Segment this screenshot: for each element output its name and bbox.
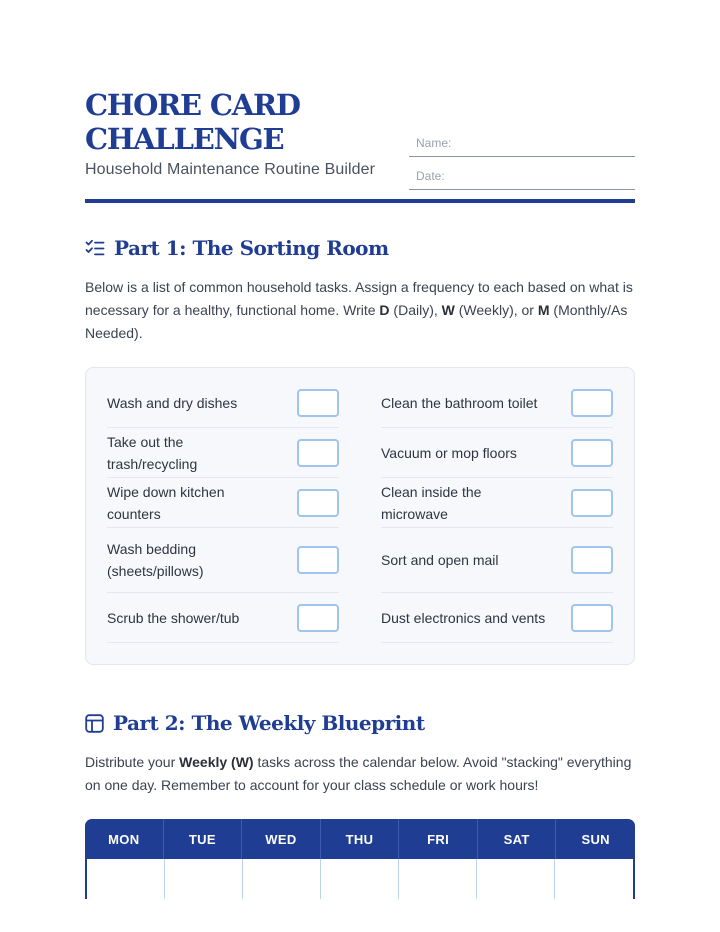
day-cell[interactable] (399, 859, 477, 899)
day-header: THU (321, 819, 400, 859)
chore-row (381, 528, 613, 593)
day-cell[interactable] (321, 859, 399, 899)
chore-row (381, 478, 613, 528)
frequency-input[interactable] (297, 439, 339, 467)
chore-row (107, 478, 339, 528)
code-weekly: W (441, 302, 455, 318)
chore-label: Dust electronics and vents (381, 609, 546, 626)
instr-text: tasks across the calendar below. Avoid "stacking" everything on one day. Remember to account for your class schedule or work hours! (85, 754, 632, 793)
instr-text: Distribute your (85, 754, 180, 770)
instr-text: (Daily), (389, 302, 442, 318)
header-divider (85, 199, 635, 203)
name-label: Name: (416, 136, 452, 150)
chore-row (107, 593, 339, 643)
header (85, 88, 635, 203)
frequency-input[interactable] (571, 604, 613, 632)
chore-row (107, 378, 339, 428)
date-field[interactable] (409, 157, 635, 190)
name-field[interactable] (409, 124, 635, 157)
day-cell[interactable] (555, 859, 633, 899)
chore-label: Take out the trash/recycling (107, 433, 198, 472)
day-cell[interactable] (243, 859, 321, 899)
day-header: TUE (164, 819, 243, 859)
part2-heading (85, 711, 635, 735)
day-header: WED (242, 819, 321, 859)
chore-row (107, 528, 339, 593)
frequency-input[interactable] (571, 389, 613, 417)
layout-icon (85, 714, 104, 733)
day-header: SAT (478, 819, 557, 859)
title-line-1: CHORE CARD (85, 88, 300, 122)
weekly-calendar (85, 819, 635, 899)
chore-row (381, 378, 613, 428)
part1-heading (85, 236, 635, 260)
page-subtitle: Household Maintenance Routine Builder (85, 161, 376, 178)
day-header: FRI (399, 819, 478, 859)
frequency-input[interactable] (297, 489, 339, 517)
part1-instructions (85, 276, 635, 345)
name-date-fields (409, 124, 635, 190)
part2-title: Part 2: The Weekly Blueprint (113, 711, 425, 735)
code-monthly: M (537, 302, 550, 318)
calendar-header (85, 819, 635, 859)
weekly-code: Weekly (W) (179, 754, 254, 770)
day-cell[interactable] (87, 859, 165, 899)
frequency-input[interactable] (571, 546, 613, 574)
instr-text: (Monthly/As Needed). (85, 302, 628, 341)
frequency-input[interactable] (571, 439, 613, 467)
day-header: SUN (581, 831, 610, 847)
chore-label: Clean the bathroom toilet (381, 394, 538, 411)
day-cell[interactable] (165, 859, 243, 899)
instr-text: Below is a list of common household tasks. Assign a frequency to each based on what is necessary for a healthy, functional home. Write (85, 279, 633, 318)
chore-label: Wipe down kitchen counters (107, 483, 225, 522)
code-daily: D (379, 302, 390, 318)
part2-instructions (85, 751, 635, 797)
day-cell[interactable] (477, 859, 555, 899)
date-label: Date: (416, 169, 445, 183)
chore-row (381, 428, 613, 478)
chore-label: Sort and open mail (381, 552, 499, 568)
frequency-input[interactable] (297, 389, 339, 417)
worksheet-page (85, 88, 635, 899)
calendar-body (85, 859, 635, 899)
day-header: MON (85, 819, 164, 859)
chore-label: Clean inside the microwave (381, 483, 482, 522)
instr-text: (Weekly), or (454, 302, 538, 318)
part1-title: Part 1: The Sorting Room (114, 236, 389, 260)
chore-label: Vacuum or mop floors (381, 444, 517, 461)
checklist-icon (85, 239, 105, 257)
frequency-input[interactable] (297, 546, 339, 574)
chore-label: Wash and dry dishes (107, 394, 238, 411)
frequency-input[interactable] (297, 604, 339, 632)
frequency-input[interactable] (571, 489, 613, 517)
chore-row (381, 593, 613, 643)
chore-card (85, 367, 635, 665)
chore-label: Wash bedding (sheets/pillows) (107, 541, 204, 579)
title-line-2: CHALLENGE (85, 122, 284, 156)
chore-label: Scrub the shower/tub (107, 609, 240, 626)
chore-row (107, 428, 339, 478)
